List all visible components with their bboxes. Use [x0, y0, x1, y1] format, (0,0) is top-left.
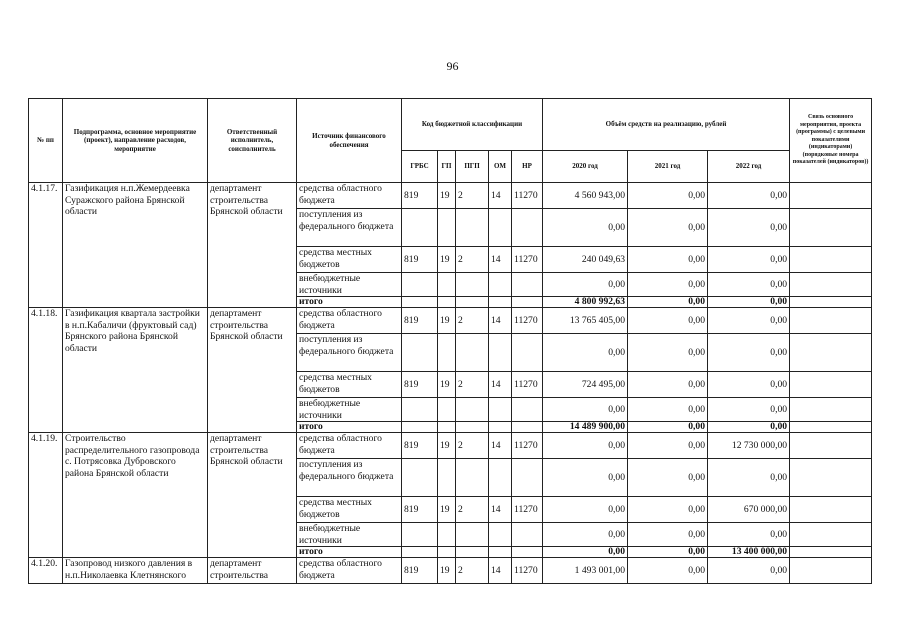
header-2020: 2020 год [543, 151, 628, 183]
code-gp [438, 273, 456, 297]
code-pgp [456, 209, 489, 247]
header-nr: НР [512, 151, 543, 183]
amount-y2020: 0,00 [543, 547, 628, 558]
code-pgp [456, 297, 489, 308]
amount-y2020: 13 765 405,00 [543, 308, 628, 334]
amount-y2020: 14 489 900,00 [543, 422, 628, 433]
source-cell: внебюджетные источники [297, 523, 402, 547]
code-grbs [402, 459, 438, 497]
code-pgp [456, 273, 489, 297]
table-row [29, 558, 872, 584]
amount-y2020: 0,00 [543, 398, 628, 422]
code-gp: 19 [438, 308, 456, 334]
amount-y2021: 0,00 [628, 459, 708, 497]
code-pgp [456, 547, 489, 558]
amount-y2022: 0,00 [708, 398, 790, 422]
source-cell: средства местных бюджетов [297, 497, 402, 523]
header-no: № пп [29, 99, 63, 183]
code-gp: 19 [438, 247, 456, 273]
code-pgp: 2 [456, 372, 489, 398]
code-om: 14 [489, 308, 512, 334]
code-grbs [402, 273, 438, 297]
code-om [489, 297, 512, 308]
amount-y2021: 0,00 [628, 497, 708, 523]
code-gp [438, 422, 456, 433]
code-om [489, 334, 512, 372]
code-om [489, 273, 512, 297]
item-number: 4.1.20. [29, 558, 63, 584]
item-number: 4.1.19. [29, 433, 63, 558]
code-pgp: 2 [456, 308, 489, 334]
amount-y2021: 0,00 [628, 183, 708, 209]
table-row [29, 308, 872, 334]
amount-y2020: 1 493 001,00 [543, 558, 628, 584]
code-nr [512, 273, 543, 297]
source-cell: поступления из федерального бюджета [297, 459, 402, 497]
code-om [489, 398, 512, 422]
amount-y2022: 13 400 000,00 [708, 547, 790, 558]
link-cell [790, 247, 872, 273]
code-nr: 11270 [512, 558, 543, 584]
amount-y2022: 0,00 [708, 297, 790, 308]
amount-y2020: 0,00 [543, 459, 628, 497]
code-nr [512, 547, 543, 558]
item-executor: департамент строительства Брянской области [208, 308, 297, 433]
amount-y2021: 0,00 [628, 209, 708, 247]
code-grbs [402, 297, 438, 308]
link-cell [790, 398, 872, 422]
code-gp: 19 [438, 558, 456, 584]
header-om: ОМ [489, 151, 512, 183]
code-grbs: 819 [402, 497, 438, 523]
code-nr [512, 209, 543, 247]
header-volume-group: Объём средств на реализацию, рублей [543, 99, 790, 151]
amount-y2021: 0,00 [628, 398, 708, 422]
source-cell: итого [297, 297, 402, 308]
amount-y2021: 0,00 [628, 273, 708, 297]
code-grbs [402, 547, 438, 558]
source-cell: внебюджетные источники [297, 273, 402, 297]
amount-y2022: 12 730 000,00 [708, 433, 790, 459]
code-pgp: 2 [456, 433, 489, 459]
code-pgp: 2 [456, 247, 489, 273]
source-cell: средства местных бюджетов [297, 247, 402, 273]
code-om [489, 459, 512, 497]
amount-y2022: 670 000,00 [708, 497, 790, 523]
source-cell: итого [297, 547, 402, 558]
code-nr: 11270 [512, 433, 543, 459]
source-cell: поступления из федерального бюджета [297, 209, 402, 247]
link-cell [790, 558, 872, 584]
amount-y2021: 0,00 [628, 422, 708, 433]
amount-y2020: 0,00 [543, 273, 628, 297]
header-2021: 2021 год [628, 151, 708, 183]
source-cell: итого [297, 422, 402, 433]
item-executor: департамент строительства Брянской области [208, 183, 297, 308]
code-gp: 19 [438, 433, 456, 459]
link-cell [790, 273, 872, 297]
amount-y2020: 0,00 [543, 497, 628, 523]
link-cell [790, 547, 872, 558]
table-row [29, 433, 872, 459]
amount-y2020: 0,00 [543, 523, 628, 547]
link-cell [790, 433, 872, 459]
header-executor: Ответственный исполнитель, соисполнитель [208, 99, 297, 183]
code-nr: 11270 [512, 497, 543, 523]
code-grbs [402, 398, 438, 422]
link-cell [790, 459, 872, 497]
amount-y2022: 0,00 [708, 247, 790, 273]
code-nr [512, 297, 543, 308]
item-executor: департамент строительства Брянской области [208, 433, 297, 558]
code-grbs [402, 523, 438, 547]
link-cell [790, 523, 872, 547]
amount-y2022: 0,00 [708, 523, 790, 547]
header-code-group: Код бюджетной классификации [402, 99, 543, 151]
code-pgp [456, 523, 489, 547]
link-cell [790, 308, 872, 334]
code-nr: 11270 [512, 247, 543, 273]
source-cell: средства областного бюджета [297, 308, 402, 334]
amount-y2021: 0,00 [628, 334, 708, 372]
code-pgp [456, 422, 489, 433]
amount-y2022: 0,00 [708, 372, 790, 398]
amount-y2022: 0,00 [708, 334, 790, 372]
source-cell: средства областного бюджета [297, 183, 402, 209]
header-grbs: ГРБС [402, 151, 438, 183]
amount-y2022: 0,00 [708, 308, 790, 334]
amount-y2021: 0,00 [628, 547, 708, 558]
source-cell: средства областного бюджета [297, 558, 402, 584]
code-grbs: 819 [402, 183, 438, 209]
code-nr: 11270 [512, 308, 543, 334]
amount-y2021: 0,00 [628, 372, 708, 398]
code-pgp: 2 [456, 183, 489, 209]
code-om [489, 523, 512, 547]
code-pgp: 2 [456, 497, 489, 523]
code-gp [438, 459, 456, 497]
header-gp: ГП [438, 151, 456, 183]
header-2022: 2022 год [708, 151, 790, 183]
amount-y2022: 0,00 [708, 209, 790, 247]
page-number: 96 [446, 59, 459, 73]
code-gp: 19 [438, 497, 456, 523]
header-link: Связь основного мероприятия, проекта (программы) с целевыми показателями (индикаторами) (порядковые номера показателей (индикаторов)) [790, 99, 872, 183]
code-gp: 19 [438, 372, 456, 398]
code-om: 14 [489, 558, 512, 584]
amount-y2021: 0,00 [628, 297, 708, 308]
amount-y2022: 0,00 [708, 422, 790, 433]
item-name: Газификация н.п.Жемердеевка Суражского района Брянской области [63, 183, 208, 308]
item-name: Газификация квартала застройки в н.п.Кабаличи (фруктовый сад) Брянского района Брянской области [63, 308, 208, 433]
amount-y2020: 4 560 943,00 [543, 183, 628, 209]
code-nr [512, 398, 543, 422]
amount-y2020: 4 800 992,63 [543, 297, 628, 308]
header-pgp: ПГП [456, 151, 489, 183]
code-nr [512, 334, 543, 372]
link-cell [790, 209, 872, 247]
code-om: 14 [489, 497, 512, 523]
link-cell [790, 497, 872, 523]
amount-y2020: 240 049,63 [543, 247, 628, 273]
code-gp [438, 297, 456, 308]
source-cell: средства областного бюджета [297, 433, 402, 459]
item-number: 4.1.18. [29, 308, 63, 433]
code-gp [438, 334, 456, 372]
table-row [29, 183, 872, 209]
amount-y2021: 0,00 [628, 247, 708, 273]
code-om [489, 547, 512, 558]
code-om: 14 [489, 433, 512, 459]
amount-y2022: 0,00 [708, 273, 790, 297]
link-cell [790, 334, 872, 372]
header-source: Источник финансового обеспечения [297, 99, 402, 183]
code-gp [438, 209, 456, 247]
code-pgp [456, 459, 489, 497]
code-gp [438, 398, 456, 422]
code-gp [438, 523, 456, 547]
code-om: 14 [489, 247, 512, 273]
code-grbs: 819 [402, 372, 438, 398]
header-name: Подпрограмма, основное мероприятие (проект), направление расходов, мероприятие [63, 99, 208, 183]
code-nr [512, 523, 543, 547]
code-nr [512, 459, 543, 497]
link-cell [790, 297, 872, 308]
amount-y2022: 0,00 [708, 459, 790, 497]
source-cell: внебюджетные источники [297, 398, 402, 422]
code-grbs: 819 [402, 558, 438, 584]
code-nr: 11270 [512, 183, 543, 209]
link-cell [790, 183, 872, 209]
amount-y2021: 0,00 [628, 308, 708, 334]
code-pgp: 2 [456, 558, 489, 584]
amount-y2020: 0,00 [543, 334, 628, 372]
code-grbs: 819 [402, 308, 438, 334]
code-grbs: 819 [402, 247, 438, 273]
code-om: 14 [489, 372, 512, 398]
link-cell [790, 422, 872, 433]
source-cell: средства местных бюджетов [297, 372, 402, 398]
amount-y2020: 724 495,00 [543, 372, 628, 398]
code-nr [512, 422, 543, 433]
link-cell [790, 372, 872, 398]
code-om [489, 422, 512, 433]
source-cell: поступления из федерального бюджета [297, 334, 402, 372]
amount-y2020: 0,00 [543, 209, 628, 247]
amount-y2022: 0,00 [708, 558, 790, 584]
amount-y2020: 0,00 [543, 433, 628, 459]
amount-y2021: 0,00 [628, 523, 708, 547]
item-executor: департамент строительства [208, 558, 297, 584]
code-grbs [402, 209, 438, 247]
code-grbs [402, 334, 438, 372]
code-grbs [402, 422, 438, 433]
amount-y2021: 0,00 [628, 433, 708, 459]
item-name: Газопровод низкого давления в н.п.Николаевка Клетнянского [63, 558, 208, 584]
code-om: 14 [489, 183, 512, 209]
code-om [489, 209, 512, 247]
amount-y2021: 0,00 [628, 558, 708, 584]
item-number: 4.1.17. [29, 183, 63, 308]
code-pgp [456, 334, 489, 372]
code-grbs: 819 [402, 433, 438, 459]
code-gp [438, 547, 456, 558]
item-name: Строительство распределительного газопровода с. Потрясовка Дубровского района Брянской области [63, 433, 208, 558]
code-nr: 11270 [512, 372, 543, 398]
code-pgp [456, 398, 489, 422]
code-gp: 19 [438, 183, 456, 209]
amount-y2022: 0,00 [708, 183, 790, 209]
budget-table [28, 98, 872, 584]
